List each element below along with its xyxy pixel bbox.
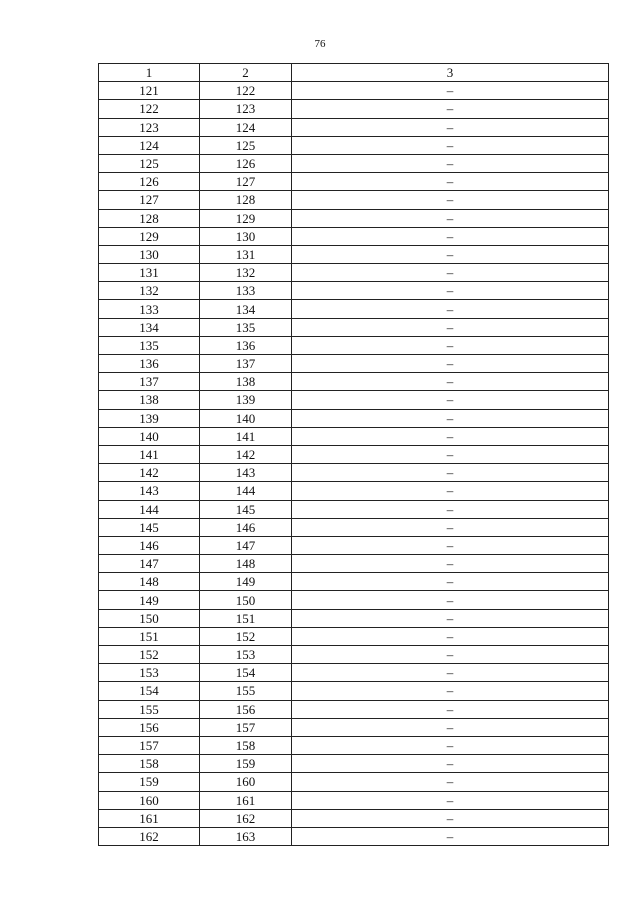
table-cell-col2: 146 xyxy=(200,518,292,536)
table-cell-col3: – xyxy=(292,300,609,318)
table-cell-col1: 160 xyxy=(99,791,200,809)
table-cell-col3: – xyxy=(292,718,609,736)
table-cell-col1: 149 xyxy=(99,591,200,609)
table-row xyxy=(99,718,609,736)
table-cell-col2: 141 xyxy=(200,427,292,445)
table-cell-col2: 158 xyxy=(200,736,292,754)
table-row xyxy=(99,664,609,682)
table-cell-col1: 122 xyxy=(99,100,200,118)
table-cell-col1: 152 xyxy=(99,646,200,664)
table-row xyxy=(99,118,609,136)
table-cell-col2: 163 xyxy=(200,827,292,845)
table-row xyxy=(99,627,609,645)
table-cell-col1: 157 xyxy=(99,736,200,754)
table-cell-col1: 142 xyxy=(99,464,200,482)
table-cell-col3: – xyxy=(292,445,609,463)
table-cell-col1: 150 xyxy=(99,609,200,627)
table-cell-col2: 126 xyxy=(200,154,292,172)
table-cell-col3: – xyxy=(292,500,609,518)
table-cell-col3: – xyxy=(292,336,609,354)
table-cell-col3: – xyxy=(292,118,609,136)
table-cell-col1: 121 xyxy=(99,82,200,100)
table-row xyxy=(99,555,609,573)
table-cell-col1: 154 xyxy=(99,682,200,700)
table-cell-col2: 151 xyxy=(200,609,292,627)
table-cell-col3: – xyxy=(292,573,609,591)
table-cell-col2: 139 xyxy=(200,391,292,409)
table-cell-col1: 147 xyxy=(99,555,200,573)
table-cell-col1: 161 xyxy=(99,809,200,827)
table-row xyxy=(99,445,609,463)
table-row xyxy=(99,464,609,482)
table-cell-col3: – xyxy=(292,391,609,409)
table-cell-col3: – xyxy=(292,100,609,118)
table-cell-col2: 148 xyxy=(200,555,292,573)
table-cell-col2: 140 xyxy=(200,409,292,427)
table-row xyxy=(99,427,609,445)
table-cell-col2: 137 xyxy=(200,355,292,373)
table-cell-col2: 124 xyxy=(200,118,292,136)
table-row xyxy=(99,391,609,409)
data-table xyxy=(98,63,609,846)
column-header-2: 2 xyxy=(200,64,292,82)
table-cell-col3: – xyxy=(292,646,609,664)
table-cell-col1: 144 xyxy=(99,500,200,518)
table-cell-col3: – xyxy=(292,264,609,282)
table-cell-col2: 130 xyxy=(200,227,292,245)
table-row xyxy=(99,227,609,245)
table-row xyxy=(99,282,609,300)
table-cell-col1: 159 xyxy=(99,773,200,791)
table-row xyxy=(99,682,609,700)
page-number: 76 xyxy=(314,38,326,50)
table-cell-col1: 146 xyxy=(99,536,200,554)
table-cell-col3: – xyxy=(292,791,609,809)
table-cell-col3: – xyxy=(292,609,609,627)
table-cell-col3: – xyxy=(292,700,609,718)
table-row xyxy=(99,245,609,263)
table-cell-col3: – xyxy=(292,154,609,172)
table-cell-col3: – xyxy=(292,536,609,554)
table-cell-col2: 127 xyxy=(200,173,292,191)
table-cell-col2: 150 xyxy=(200,591,292,609)
table-cell-col1: 138 xyxy=(99,391,200,409)
table-row xyxy=(99,336,609,354)
table-cell-col3: – xyxy=(292,173,609,191)
table-row xyxy=(99,809,609,827)
table-row xyxy=(99,755,609,773)
table-cell-col2: 154 xyxy=(200,664,292,682)
table-cell-col1: 153 xyxy=(99,664,200,682)
table-cell-col3: – xyxy=(292,591,609,609)
table-cell-col3: – xyxy=(292,627,609,645)
table-cell-col3: – xyxy=(292,555,609,573)
table-cell-col2: 132 xyxy=(200,264,292,282)
table-cell-col2: 136 xyxy=(200,336,292,354)
table-cell-col2: 143 xyxy=(200,464,292,482)
table-cell-col2: 160 xyxy=(200,773,292,791)
table-row xyxy=(99,536,609,554)
table-row xyxy=(99,736,609,754)
table-cell-col3: – xyxy=(292,245,609,263)
table-row xyxy=(99,700,609,718)
table-cell-col1: 132 xyxy=(99,282,200,300)
table-row xyxy=(99,209,609,227)
table-cell-col1: 128 xyxy=(99,209,200,227)
column-header-3: 3 xyxy=(292,64,609,82)
table-cell-col1: 126 xyxy=(99,173,200,191)
table-cell-col3: – xyxy=(292,664,609,682)
table-cell-col1: 135 xyxy=(99,336,200,354)
table-cell-col1: 139 xyxy=(99,409,200,427)
table-cell-col1: 151 xyxy=(99,627,200,645)
table-cell-col2: 162 xyxy=(200,809,292,827)
table-cell-col1: 134 xyxy=(99,318,200,336)
table-cell-col3: – xyxy=(292,136,609,154)
table-cell-col3: – xyxy=(292,809,609,827)
table-cell-col1: 158 xyxy=(99,755,200,773)
table-row xyxy=(99,100,609,118)
table-cell-col1: 130 xyxy=(99,245,200,263)
table-cell-col2: 128 xyxy=(200,191,292,209)
table-row xyxy=(99,300,609,318)
table-cell-col3: – xyxy=(292,755,609,773)
table-cell-col2: 157 xyxy=(200,718,292,736)
table-row xyxy=(99,500,609,518)
table-cell-col3: – xyxy=(292,355,609,373)
table-row xyxy=(99,609,609,627)
table-row xyxy=(99,573,609,591)
table-cell-col2: 129 xyxy=(200,209,292,227)
table-cell-col2: 123 xyxy=(200,100,292,118)
table-row xyxy=(99,355,609,373)
table-cell-col2: 145 xyxy=(200,500,292,518)
table-cell-col3: – xyxy=(292,736,609,754)
table-cell-col1: 162 xyxy=(99,827,200,845)
table-body xyxy=(99,82,609,846)
table-cell-col3: – xyxy=(292,518,609,536)
table-row xyxy=(99,791,609,809)
table-cell-col1: 143 xyxy=(99,482,200,500)
table-cell-col2: 122 xyxy=(200,82,292,100)
table-row xyxy=(99,136,609,154)
table-row xyxy=(99,154,609,172)
table-cell-col2: 134 xyxy=(200,300,292,318)
table-row xyxy=(99,82,609,100)
table-header-row xyxy=(99,64,609,82)
table-cell-col2: 133 xyxy=(200,282,292,300)
table-cell-col3: – xyxy=(292,427,609,445)
table-row xyxy=(99,773,609,791)
table-cell-col3: – xyxy=(292,464,609,482)
table-cell-col2: 144 xyxy=(200,482,292,500)
table-row xyxy=(99,591,609,609)
table-cell-col3: – xyxy=(292,282,609,300)
table-cell-col1: 125 xyxy=(99,154,200,172)
table-cell-col1: 123 xyxy=(99,118,200,136)
table-cell-col1: 156 xyxy=(99,718,200,736)
table-cell-col3: – xyxy=(292,482,609,500)
table-cell-col2: 138 xyxy=(200,373,292,391)
table-cell-col1: 141 xyxy=(99,445,200,463)
table-cell-col1: 145 xyxy=(99,518,200,536)
table-cell-col3: – xyxy=(292,191,609,209)
table-row xyxy=(99,373,609,391)
table-cell-col2: 149 xyxy=(200,573,292,591)
table-cell-col3: – xyxy=(292,827,609,845)
table-row xyxy=(99,409,609,427)
table-cell-col3: – xyxy=(292,373,609,391)
table-cell-col2: 156 xyxy=(200,700,292,718)
table-cell-col1: 124 xyxy=(99,136,200,154)
table-cell-col1: 137 xyxy=(99,373,200,391)
table-row xyxy=(99,646,609,664)
table-cell-col3: – xyxy=(292,209,609,227)
table-cell-col2: 147 xyxy=(200,536,292,554)
table-cell-col1: 133 xyxy=(99,300,200,318)
table-row xyxy=(99,482,609,500)
table-cell-col1: 131 xyxy=(99,264,200,282)
table-cell-col2: 135 xyxy=(200,318,292,336)
table-cell-col2: 159 xyxy=(200,755,292,773)
table-row xyxy=(99,827,609,845)
table-row xyxy=(99,318,609,336)
table-row xyxy=(99,518,609,536)
table-cell-col1: 136 xyxy=(99,355,200,373)
table-row xyxy=(99,191,609,209)
table-row xyxy=(99,173,609,191)
table-cell-col2: 125 xyxy=(200,136,292,154)
column-header-1: 1 xyxy=(99,64,200,82)
table-cell-col3: – xyxy=(292,318,609,336)
table-cell-col2: 131 xyxy=(200,245,292,263)
table-cell-col1: 127 xyxy=(99,191,200,209)
table-cell-col2: 152 xyxy=(200,627,292,645)
table-cell-col2: 161 xyxy=(200,791,292,809)
table-row xyxy=(99,264,609,282)
table-cell-col1: 129 xyxy=(99,227,200,245)
table-cell-col3: – xyxy=(292,682,609,700)
table-cell-col2: 155 xyxy=(200,682,292,700)
table-cell-col3: – xyxy=(292,409,609,427)
table-cell-col3: – xyxy=(292,227,609,245)
table-cell-col1: 148 xyxy=(99,573,200,591)
table-cell-col2: 153 xyxy=(200,646,292,664)
table-cell-col1: 155 xyxy=(99,700,200,718)
table-cell-col1: 140 xyxy=(99,427,200,445)
table-cell-col3: – xyxy=(292,773,609,791)
table-cell-col2: 142 xyxy=(200,445,292,463)
table-cell-col3: – xyxy=(292,82,609,100)
